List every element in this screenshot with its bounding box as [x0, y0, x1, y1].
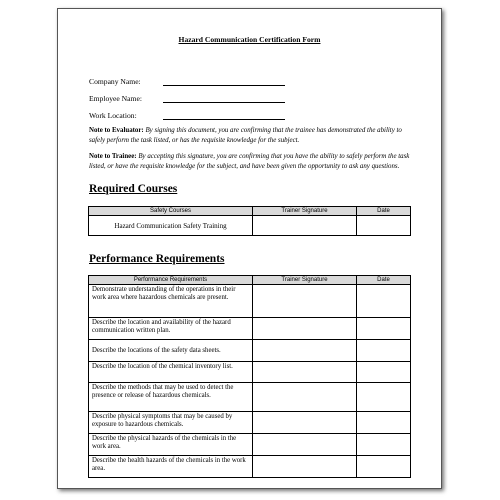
performance-requirements-table [88, 275, 411, 478]
requirement-text: Describe the physical hazards of the chemicals in the work area. [89, 434, 253, 456]
note-trainee-text: By accepting this signature, you are confirming that you have the ability to safely perform the task listed, or have the requisite knowledge for the subject, and have been given the opportunity to ask any questions. [89, 153, 410, 170]
date-cell[interactable] [357, 216, 411, 236]
table-row [89, 216, 411, 236]
company-name-label: Company Name: [89, 77, 141, 86]
table-row [89, 362, 411, 383]
date-cell[interactable] [357, 412, 411, 434]
trainer-signature-cell[interactable] [253, 412, 357, 434]
trainer-signature-cell[interactable] [253, 285, 357, 318]
table-row [89, 412, 411, 434]
work-location-label: Work Location: [89, 111, 137, 120]
table-header-row [89, 276, 411, 285]
form-title: Hazard Communication Certification Form [178, 35, 321, 44]
trainer-signature-cell[interactable] [253, 340, 357, 362]
trainer-signature-cell[interactable] [253, 216, 357, 236]
required-courses-title: Required Courses [89, 183, 178, 195]
note-evaluator-text: By signing this document, you are confirming that the trainee has demonstrated the ability to safely perform the task listed, or has the requisite knowledge for the subject. [89, 127, 402, 144]
trainer-signature-cell[interactable] [253, 383, 357, 412]
requirement-text: Describe the location of the chemical inventory list. [89, 362, 253, 383]
note-to-trainee [89, 152, 416, 171]
table-row [89, 434, 411, 456]
column-header: Date [357, 276, 411, 285]
trainer-signature-cell[interactable] [253, 434, 357, 456]
company-name-line[interactable] [163, 85, 285, 86]
table-row [89, 285, 411, 318]
requirement-text: Describe the methods that may be used to detect the presence or release of hazardous chemicals. [89, 383, 253, 412]
performance-requirements-title: Performance Requirements [89, 253, 225, 265]
date-cell[interactable] [357, 285, 411, 318]
column-header: Trainer Signature [253, 207, 357, 216]
requirement-text: Describe the health hazards of the chemicals in the work area. [89, 456, 253, 478]
required-courses-table [88, 206, 411, 236]
note-to-evaluator [89, 126, 416, 145]
date-cell[interactable] [357, 383, 411, 412]
trainer-signature-cell[interactable] [253, 318, 357, 340]
table-row [89, 383, 411, 412]
table-row [89, 456, 411, 478]
work-location-line[interactable] [163, 119, 285, 120]
requirement-text: Describe the location and availability of the hazard communication written plan. [89, 318, 253, 340]
requirement-text: Describe physical symptoms that may be caused by exposure to hazardous chemicals. [89, 412, 253, 434]
date-cell[interactable] [357, 456, 411, 478]
note-trainee-label: Note to Trainee: [89, 153, 137, 160]
requirement-text: Demonstrate understanding of the operations in their work area where hazardous chemicals are present. [89, 285, 253, 318]
column-header: Safety Courses [89, 207, 253, 216]
date-cell[interactable] [357, 340, 411, 362]
date-cell[interactable] [357, 318, 411, 340]
column-header: Performance Requirements [89, 276, 253, 285]
course-name: Hazard Communication Safety Training [89, 216, 253, 236]
column-header: Trainer Signature [253, 276, 357, 285]
column-header: Date [357, 207, 411, 216]
table-row [89, 340, 411, 362]
date-cell[interactable] [357, 434, 411, 456]
trainer-signature-cell[interactable] [253, 456, 357, 478]
form-page [57, 8, 442, 489]
employee-name-label: Employee Name: [89, 94, 142, 103]
table-row [89, 318, 411, 340]
table-header-row [89, 207, 411, 216]
date-cell[interactable] [357, 362, 411, 383]
trainer-signature-cell[interactable] [253, 362, 357, 383]
employee-name-line[interactable] [163, 102, 285, 103]
note-evaluator-label: Note to Evaluator: [89, 127, 144, 134]
requirement-text: Describe the locations of the safety data sheets. [89, 340, 253, 362]
